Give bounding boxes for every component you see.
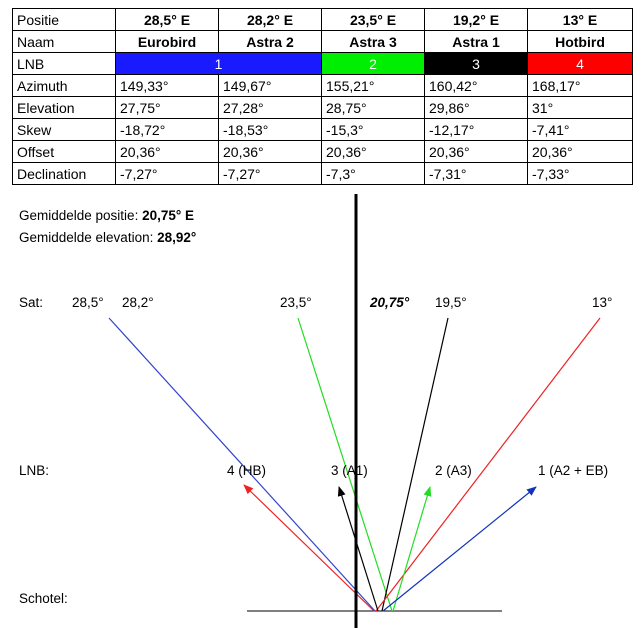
name-cell: Astra 1 <box>425 31 528 53</box>
sat-label-19-5: 19,5° <box>435 295 467 310</box>
lnb-label-3: 3 (A1) <box>331 463 368 478</box>
elevation-cell: 27,28° <box>219 97 322 119</box>
average-position-value: 20,75° E <box>142 208 195 223</box>
elevation-cell: 29,86° <box>425 97 528 119</box>
row-label-lnb: LNB <box>13 53 116 75</box>
azimuth-cell: 160,42° <box>425 75 528 97</box>
elevation-cell: 28,75° <box>322 97 425 119</box>
skew-cell: -18,72° <box>116 119 219 141</box>
position-cell: 23,5° E <box>322 9 425 31</box>
declination-cell: -7,27° <box>219 163 322 185</box>
name-cell: Eurobird <box>116 31 219 53</box>
declination-cell: -7,31° <box>425 163 528 185</box>
average-elevation-value: 28,92° <box>157 230 197 245</box>
row-label-name: Naam <box>13 31 116 53</box>
row-label-position: Positie <box>13 9 116 31</box>
elevation-cell: 27,75° <box>116 97 219 119</box>
row-label-skew: Skew <box>13 119 116 141</box>
sat-row-label: Sat: <box>19 295 44 310</box>
offset-cell: 20,36° <box>425 141 528 163</box>
offset-cell: 20,36° <box>322 141 425 163</box>
row-label-declination: Declination <box>13 163 116 185</box>
position-cell: 19,2° E <box>425 9 528 31</box>
average-elevation-label: Gemiddelde elevation: <box>19 230 158 245</box>
azimuth-cell: 149,67° <box>219 75 322 97</box>
lnb-label-2: 2 (A3) <box>435 463 472 478</box>
sat-label-28-5: 28,5° <box>72 295 104 310</box>
name-cell: Astra 3 <box>322 31 425 53</box>
name-cell: Astra 2 <box>219 31 322 53</box>
declination-cell: -7,3° <box>322 163 425 185</box>
declination-cell: -7,27° <box>116 163 219 185</box>
offset-cell: 20,36° <box>528 141 633 163</box>
row-label-offset: Offset <box>13 141 116 163</box>
lnb-cell-2: 2 <box>322 53 425 75</box>
lnb-label-4: 4 (HB) <box>227 463 267 478</box>
position-cell: 28,2° E <box>219 9 322 31</box>
row-label-elevation: Elevation <box>13 97 116 119</box>
row-label-azimuth: Azimuth <box>13 75 116 97</box>
sat-label-13: 13° <box>592 295 613 310</box>
position-cell: 13° E <box>528 9 633 31</box>
lnb-cell-1: 1 <box>116 53 322 75</box>
name-cell: Hotbird <box>528 31 633 53</box>
skew-cell: -18,53° <box>219 119 322 141</box>
lnb-label-1: 1 (A2 + EB) <box>538 463 609 478</box>
declination-cell: -7,33° <box>528 163 633 185</box>
azimuth-cell: 168,17° <box>528 75 633 97</box>
sat-label-23-5: 23,5° <box>280 295 312 310</box>
skew-cell: -7,41° <box>528 119 633 141</box>
lnb-row-label: LNB: <box>19 463 50 478</box>
lnb-cell-3: 3 <box>425 53 528 75</box>
sat-label-28-2: 28,2° <box>122 295 154 310</box>
skew-cell: -12,17° <box>425 119 528 141</box>
dish-row-label: Schotel: <box>19 591 68 606</box>
sat-label-average: 20,75° <box>370 295 410 310</box>
azimuth-cell: 149,33° <box>116 75 219 97</box>
reflection-lnb2 <box>393 487 430 611</box>
lnb-cell-4: 4 <box>528 53 633 75</box>
offset-cell: 20,36° <box>219 141 322 163</box>
elevation-cell: 31° <box>528 97 633 119</box>
offset-cell: 20,36° <box>116 141 219 163</box>
position-cell: 28,5° E <box>116 9 219 31</box>
average-position-label: Gemiddelde positie: <box>19 208 143 223</box>
azimuth-cell: 155,21° <box>322 75 425 97</box>
skew-cell: -15,3° <box>322 119 425 141</box>
